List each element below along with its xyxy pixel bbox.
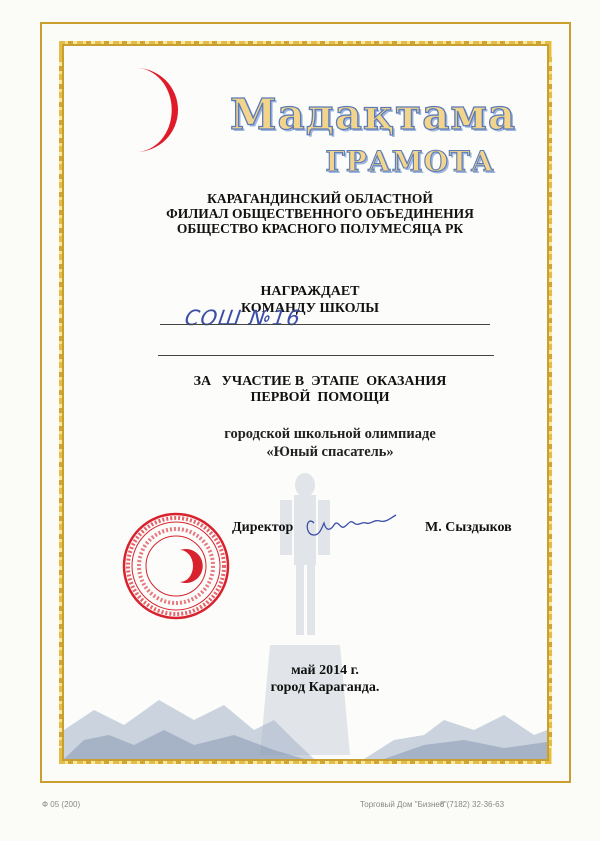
title-russian: ГРАМОТА <box>325 145 495 178</box>
publisher-phone: 8 (7182) 32-36-63 <box>440 800 505 809</box>
publisher-name: Торговый Дом "Бизнес" <box>360 800 447 809</box>
issue-city: город Караганда. <box>270 680 380 695</box>
signatory-title: Директор <box>232 520 294 535</box>
signature-mark <box>300 505 400 545</box>
olympiad-line: городской школьной олимпиаде <box>224 426 436 442</box>
olympiad-title: «Юный спасатель» <box>266 444 394 460</box>
mountains-watermark <box>64 690 547 759</box>
stamp-seal-icon <box>120 510 232 622</box>
red-crescent-icon <box>78 60 178 160</box>
blank-line <box>158 355 494 356</box>
olympiad-name <box>180 425 480 461</box>
awards-verb: НАГРАЖДАЕТ <box>260 284 360 299</box>
organization-line: ОБЩЕСТВО КРАСНОГО ПОЛУМЕСЯЦА РК <box>176 221 464 236</box>
award-reason-line: ЗА УЧАСТИЕ В ЭТАПЕ ОКАЗАНИЯ <box>193 374 447 389</box>
recipient-line <box>160 324 490 325</box>
form-code: Ф 05 (200) <box>42 800 81 809</box>
award-reason <box>170 374 470 406</box>
recipient-handwritten: СОШ №16 <box>183 306 303 330</box>
signatory-name: М. Сыздыков <box>425 520 512 535</box>
organization-line: КАРАГАНДИНСКИЙ ОБЛАСТНОЙ <box>207 191 433 206</box>
organization-name <box>150 191 490 236</box>
award-reason-line: ПЕРВОЙ ПОМОЩИ <box>250 390 390 405</box>
organization-line: ФИЛИАЛ ОБЩЕСТВЕННОГО ОБЪЕДИНЕНИЯ <box>166 206 474 221</box>
issue-date: май 2014 г. <box>291 663 359 678</box>
title-kazakh: Мадақтама <box>230 90 517 139</box>
issue-date-place <box>250 662 400 696</box>
awards-recipient-label: КОМАНДУ ШКОЛЫ <box>240 301 380 316</box>
